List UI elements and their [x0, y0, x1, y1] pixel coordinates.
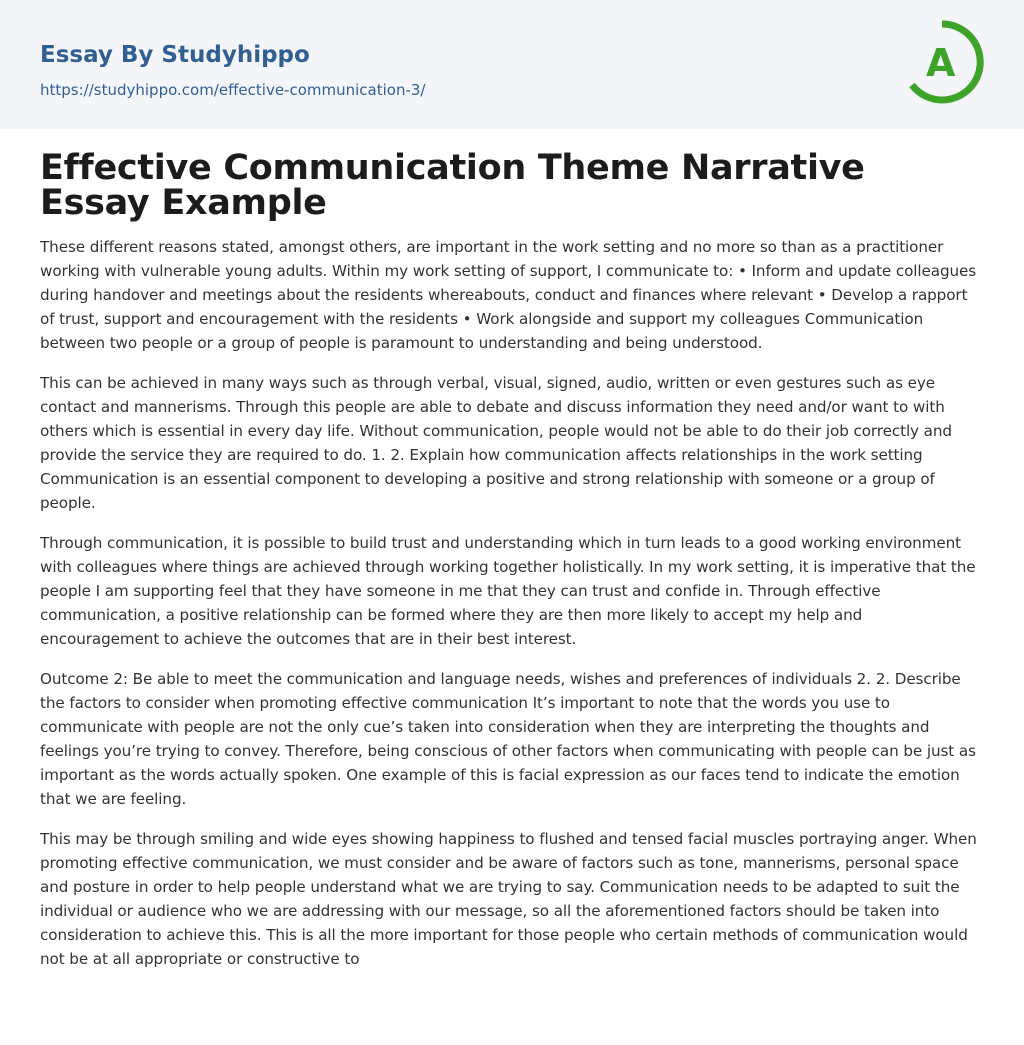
- essay-paragraph: This may be through smiling and wide eyes showing happiness to flushed and tensed facial muscles portraying anger. When promoting effective communication, we must consider and be aware of factors such as tone, mannerisms, personal space and posture in order to help people understand what we are trying to say. Communication needs to be adapted to suit the individual or audience who we are addressing with our message, so all the aforementioned factors should be taken into consideration to achieve this. This is all the more important for those people who certain methods of communication would not be at all appropriate or constructive to: [40, 830, 977, 968]
- studyhippo-logo-icon[interactable]: [900, 20, 984, 104]
- essay-paragraph: These different reasons stated, amongst others, are important in the work setting and no more so than as a practitioner working with vulnerable young adults. Within my work setting of support, I communicate to: • Inform and update colleagues during handover and meetings about the residents whereabouts, conduct and finances where relevant • Develop a rapport of trust, support and encouragement with the residents • Work alongside and support my colleagues Communication between two people or a group of people is paramount to understanding and being understood.: [40, 238, 977, 352]
- essay-title: Effective Communication Theme Narrative Essay Example: [40, 148, 865, 223]
- logo-letter: A: [926, 41, 956, 85]
- essay-paragraph: This can be achieved in many ways such as through verbal, visual, signed, audio, written or even gestures such as eye contact and mannerisms. Through this people are able to debate and discuss information they need and/or want to with others which is essential in every day life. Without communication, people would not be able to do their job correctly and provide the service they are required to do. 1. 2. Explain how communication affects relationships in the work setting Communication is an essential component to developing a positive and strong relationship with someone or a group of people.: [40, 374, 952, 512]
- essay-paragraph: Outcome 2: Be able to meet the communication and language needs, wishes and preferences of individuals 2. 2. Describe the factors to consider when promoting effective communication It’s important to note that the words you use to communicate with people are not the only cue’s taken into consideration when they are interpreting the thoughts and feelings you’re trying to convey. Therefore, being conscious of other factors when communicating with people can be just as important as the words actually spoken. One example of this is facial expression as our faces tend to indicate the emotion that we are feeling.: [40, 670, 976, 808]
- essay-content: [0, 148, 1024, 971]
- site-header: [0, 0, 1024, 129]
- essay-paragraph: Through communication, it is possible to build trust and understanding which in turn leads to a good working environment with colleagues where things are achieved through working together holistically. In my work setting, it is imperative that the people I am supporting feel that they have someone in me that they can trust and confide in. Through effective communication, a positive relationship can be formed where they are then more likely to accept my help and encouragement to achieve the outcomes that are in their best interest.: [40, 534, 976, 648]
- brand-name[interactable]: Essay By Studyhippo: [40, 42, 310, 68]
- article-url-link[interactable]: https://studyhippo.com/effective-communication-3/: [40, 81, 426, 99]
